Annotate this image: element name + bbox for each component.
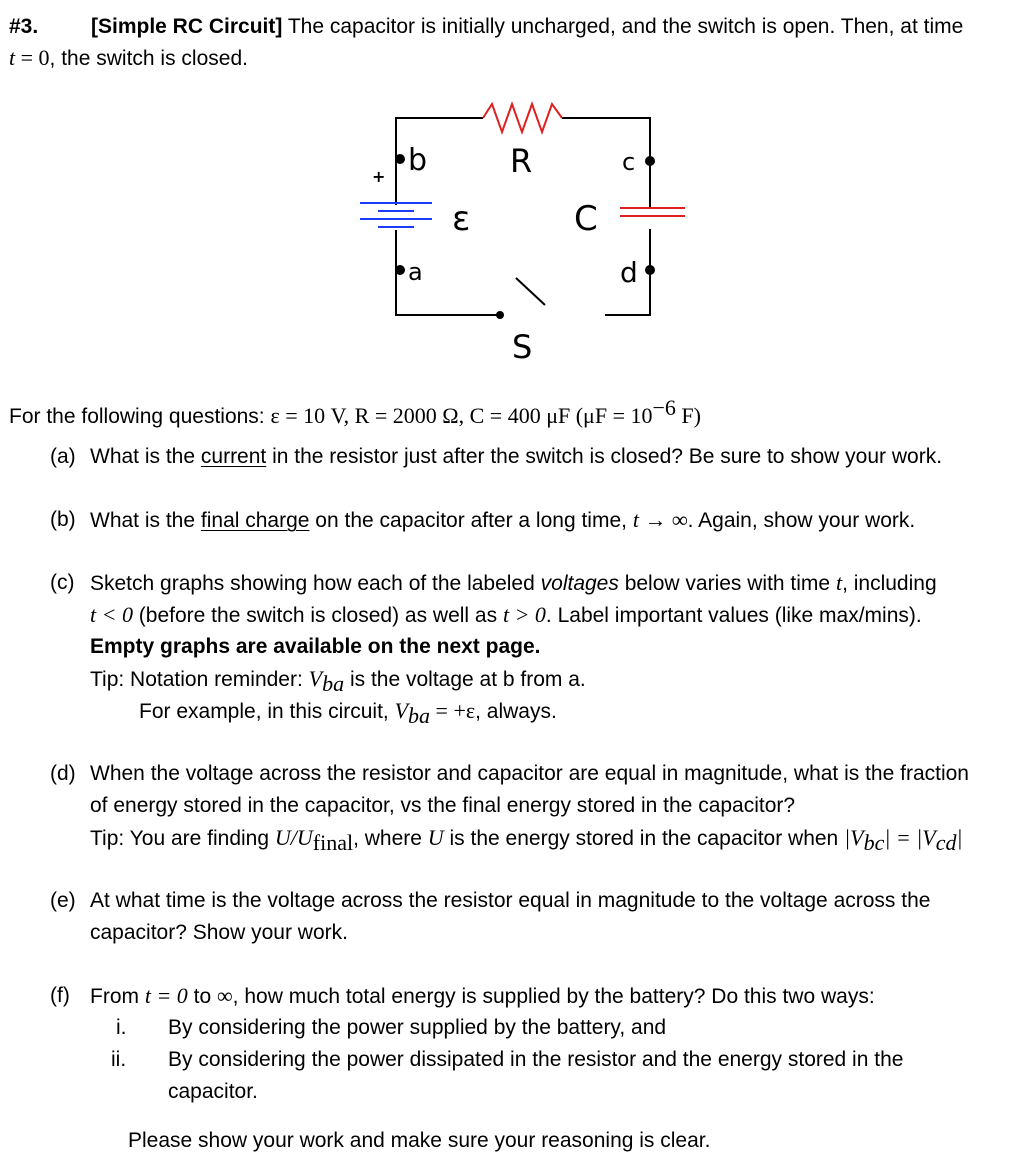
question-c-l2-m2: t > 0 bbox=[502, 602, 546, 627]
question-d-tip-U: U/U bbox=[274, 825, 313, 850]
question-f-pre: From bbox=[90, 985, 145, 1008]
label-d: d bbox=[620, 256, 638, 289]
intro-line-2 bbox=[9, 45, 248, 72]
question-f-math2: ∞ bbox=[216, 983, 233, 1008]
question-f-math: t = 0 bbox=[144, 983, 188, 1008]
question-c-l1-mid: below varies with time bbox=[618, 572, 836, 595]
question-c-l1-t: t bbox=[835, 570, 843, 595]
capacitor-symbol bbox=[620, 208, 685, 216]
problem-title: [Simple RC Circuit] bbox=[91, 15, 283, 38]
switch-blade bbox=[516, 278, 545, 305]
question-e-tag: (e) bbox=[50, 889, 76, 912]
question-a bbox=[90, 444, 942, 470]
question-d-tip-eq2: | = |V bbox=[884, 825, 936, 850]
question-d-tip-eq1: |V bbox=[844, 825, 864, 850]
intro-t: t bbox=[9, 45, 16, 70]
question-f-ii-text2: capacitor. bbox=[168, 1080, 258, 1103]
given-exponent: −6 bbox=[652, 395, 676, 420]
intro-text-2: , the switch is closed. bbox=[49, 47, 248, 70]
node-b-dot bbox=[395, 154, 405, 164]
question-d-line2: of energy stored in the capacitor, vs the final energy stored in the capacitor? bbox=[90, 794, 796, 817]
node-d-dot bbox=[645, 265, 655, 275]
intro-text-1: The capacitor is initially uncharged, and the switch is open. Then, at time bbox=[282, 15, 964, 38]
question-a-underlined: current bbox=[200, 445, 267, 468]
question-e-line1: At what time is the voltage across the resistor equal in magnitude to the voltage across the bbox=[90, 889, 931, 912]
question-b-underlined: final charge bbox=[200, 509, 310, 532]
question-c-tip-pre: Tip: Notation reminder: bbox=[90, 668, 309, 691]
given-values bbox=[9, 395, 701, 430]
battery-symbol bbox=[360, 203, 432, 227]
question-b bbox=[90, 507, 915, 534]
question-b-post: on the capacitor after a long time, bbox=[309, 509, 633, 532]
question-c-l1-pre: Sketch graphs showing how each of the labeled bbox=[90, 572, 541, 595]
question-c-l1-italic: voltages bbox=[540, 572, 619, 595]
question-d-tip-eq3: | bbox=[956, 825, 963, 850]
question-f-ii-tag: ii. bbox=[111, 1048, 127, 1071]
given-unit-end: F) bbox=[675, 403, 701, 428]
question-c-ex-V: V bbox=[394, 698, 409, 723]
question-c-l2-end: . Label important values (like max/mins). bbox=[545, 604, 922, 627]
question-f-i-text: By considering the power supplied by the battery, and bbox=[168, 1016, 667, 1039]
question-c-tip-post: is the voltage at b from a. bbox=[344, 668, 586, 691]
question-e-line2: capacitor? Show your work. bbox=[90, 921, 348, 944]
question-b-math: t → ∞ bbox=[632, 507, 688, 532]
label-plus: + bbox=[372, 167, 386, 186]
question-c-tip-sub: ba bbox=[322, 671, 345, 697]
question-b-pre: What is the bbox=[90, 509, 201, 532]
question-d-tip bbox=[90, 825, 963, 856]
question-c-tip-V: V bbox=[308, 666, 323, 691]
question-b-tag: (b) bbox=[50, 508, 76, 531]
label-emf: ε bbox=[452, 199, 471, 239]
question-c-l2-mid: (before the switch is closed) as well as bbox=[132, 604, 503, 627]
question-d-tip-cd: cd bbox=[935, 830, 957, 856]
question-c-line1 bbox=[90, 570, 937, 597]
footer-note: Please show your work and make sure your reasoning is clear. bbox=[128, 1129, 711, 1152]
question-c-line3: Empty graphs are available on the next page. bbox=[90, 635, 541, 658]
question-c-line2 bbox=[90, 602, 922, 629]
given-values-text: ε = 10 V, R = 2000 Ω, C = 400 μF (μF = 10 bbox=[270, 403, 653, 428]
question-d-tip-final: final bbox=[312, 830, 354, 856]
switch-contact bbox=[496, 311, 504, 319]
question-a-pre: What is the bbox=[90, 445, 201, 468]
question-f-post: , how much total energy is supplied by the battery? Do this two ways: bbox=[232, 985, 875, 1008]
question-c-ex-pre: For example, in this circuit, bbox=[139, 700, 395, 723]
problem-number: #3. bbox=[9, 15, 39, 38]
question-d-tip-bc: bc bbox=[863, 830, 885, 856]
question-d-tip-mid2: is the energy stored in the capacitor when bbox=[443, 827, 845, 850]
node-c-dot bbox=[645, 156, 655, 166]
question-f-mid: to bbox=[187, 985, 217, 1008]
question-d-tip-pre: Tip: You are finding bbox=[90, 827, 275, 850]
question-d-tag: (d) bbox=[50, 762, 76, 785]
label-a: a bbox=[408, 258, 423, 286]
label-C: C bbox=[574, 199, 598, 239]
question-a-post: in the resistor just after the switch is closed? Be sure to show your work. bbox=[266, 445, 943, 468]
intro-eq: = 0 bbox=[15, 45, 50, 70]
question-c-l1-end: , including bbox=[842, 572, 937, 595]
question-c-tip bbox=[90, 666, 586, 697]
question-c-ex-end: , always. bbox=[475, 700, 557, 723]
question-c-l2-m1: t < 0 bbox=[90, 602, 133, 627]
label-S: S bbox=[512, 328, 533, 366]
question-d-tip-U2: U bbox=[427, 825, 444, 850]
question-f-ii-text1: By considering the power dissipated in the resistor and the energy stored in the bbox=[168, 1048, 904, 1071]
question-d-tip-mid: , where bbox=[353, 827, 428, 850]
label-c-node: c bbox=[622, 148, 636, 176]
label-R: R bbox=[510, 142, 533, 180]
rc-circuit-diagram bbox=[340, 90, 700, 370]
question-a-tag: (a) bbox=[50, 445, 76, 468]
label-b: b bbox=[408, 143, 428, 178]
resistor-symbol bbox=[483, 104, 562, 132]
problem-title-line bbox=[91, 14, 963, 40]
question-c-ex-sub: ba bbox=[408, 703, 431, 729]
question-c-example bbox=[139, 698, 557, 729]
question-b-post2: . Again, show your work. bbox=[687, 509, 916, 532]
question-c-tag: (c) bbox=[50, 571, 75, 594]
question-c-ex-post: = +ε bbox=[430, 698, 476, 723]
question-d-line1: When the voltage across the resistor and capacitor are equal in magnitude, what is the fraction bbox=[90, 762, 969, 785]
node-a-dot bbox=[395, 265, 405, 275]
question-f-tag: (f) bbox=[50, 984, 70, 1007]
question-f-i-tag: i. bbox=[116, 1016, 127, 1039]
given-lead: For the following questions: bbox=[9, 405, 271, 428]
question-f-line1 bbox=[90, 983, 875, 1010]
